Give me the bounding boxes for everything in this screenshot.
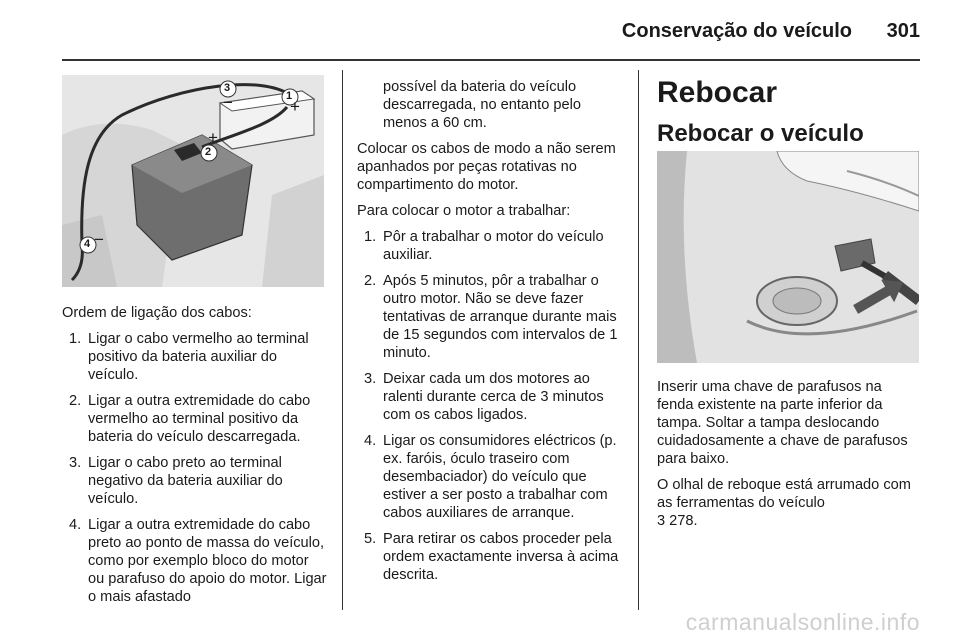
step-number: 4. [69, 517, 82, 533]
page-number: 301 [886, 20, 920, 42]
plus-sign-1: + [290, 97, 300, 116]
list-item [357, 272, 625, 362]
step-number: 1. [364, 229, 377, 245]
start-engine-steps [357, 228, 625, 584]
cable-routing-paragraph: Colocar os cabos de modo a não serem apanhados por peças rotativas no compartimento do motor. [357, 141, 616, 193]
callout-3: 3 [224, 82, 231, 94]
step-text: Após 5 minutos, pôr a trabalhar o outro motor. Não se deve fazer tentativas de arranque durante mais de 15 segundos com intervalos de 1 minuto. [383, 273, 618, 361]
step-number: 4. [364, 433, 377, 449]
connection-steps [62, 330, 328, 606]
step-number: 2. [364, 273, 377, 289]
section-heading: Rebocar [657, 76, 778, 109]
list-item [357, 432, 625, 522]
page-reference-link[interactable]: 3 278. [657, 513, 698, 529]
callout-1: 1 [286, 90, 293, 102]
remove-cover-paragraph: Inserir uma chave de parafusos na fenda existente na parte inferior da tampa. Soltar a tampa deslocando cuidadosamente a chave de parafusos para baixo. [657, 379, 908, 467]
watermark: carmanualsonline.info [685, 609, 920, 635]
column-divider-2 [638, 70, 639, 610]
step-text: Pôr a trabalhar o motor do veículo auxiliar. [383, 229, 604, 263]
list-item [357, 530, 625, 584]
callout-2: 2 [205, 146, 212, 158]
connection-order-intro: Ordem de ligação dos cabos: [62, 305, 252, 321]
step-number: 2. [69, 393, 82, 409]
section-title: Conservação do veículo [621, 20, 852, 42]
list-item [62, 330, 328, 384]
list-item [62, 454, 328, 508]
step-number: 1. [69, 331, 82, 347]
column-3 [657, 76, 922, 160]
header-rule [62, 59, 920, 61]
column-2-text [357, 78, 625, 592]
column-divider-1 [342, 70, 343, 610]
minus-sign-4: − [94, 230, 104, 249]
list-item [62, 516, 328, 606]
step-text: Para retirar os cabos proceder pela ordem exactamente inversa à acima descrita. [383, 531, 619, 583]
list-item [62, 392, 328, 446]
jump-start-illustration [62, 75, 324, 287]
list-item [357, 370, 625, 424]
list-item [357, 228, 625, 264]
minus-sign-3: − [223, 93, 233, 112]
step-number: 3. [364, 371, 377, 387]
step-text: Ligar o cabo vermelho ao terminal positivo da bateria auxiliar do veículo. [88, 331, 309, 383]
step-text: Ligar a outra extremidade do cabo vermelho ao terminal positivo da bateria do veículo descarregada. [88, 393, 311, 445]
step-number: 5. [364, 531, 377, 547]
step-text: Ligar o cabo preto ao terminal negativo da bateria auxiliar do veículo. [88, 455, 283, 507]
column-1-text [62, 304, 328, 614]
step-number: 3. [69, 455, 82, 471]
step-text: Deixar cada um dos motores ao ralenti durante cerca de 3 minutos com os cabos ligados. [383, 371, 604, 423]
step-text: Ligar os consumidores eléctricos (p. ex. faróis, óculo traseiro com desembaciador) do veículo que estiver a ser posto a trabalhar com cabos auxiliares de arranque. [383, 433, 617, 521]
plus-sign-2: + [208, 128, 218, 147]
callout-4: 4 [84, 238, 91, 250]
start-engine-intro: Para colocar o motor a trabalhar: [357, 203, 571, 219]
step-text: Ligar a outra extremidade do cabo preto ao ponto de massa do veículo, como por exemplo bloco do motor ou parafuso do apoio do motor. Ligar o mais afastado [88, 517, 327, 605]
tow-eye-storage-paragraph: O olhal de reboque está arrumado com as ferramentas do veículo [657, 477, 911, 511]
subsection-heading: Rebocar o veículo [657, 120, 864, 147]
continuation-text: possível da bateria do veículo descarregada, no entanto pelo menos a 60 cm. [383, 79, 581, 131]
column-3-text [657, 378, 922, 538]
tow-eye-cover-illustration [657, 151, 919, 363]
